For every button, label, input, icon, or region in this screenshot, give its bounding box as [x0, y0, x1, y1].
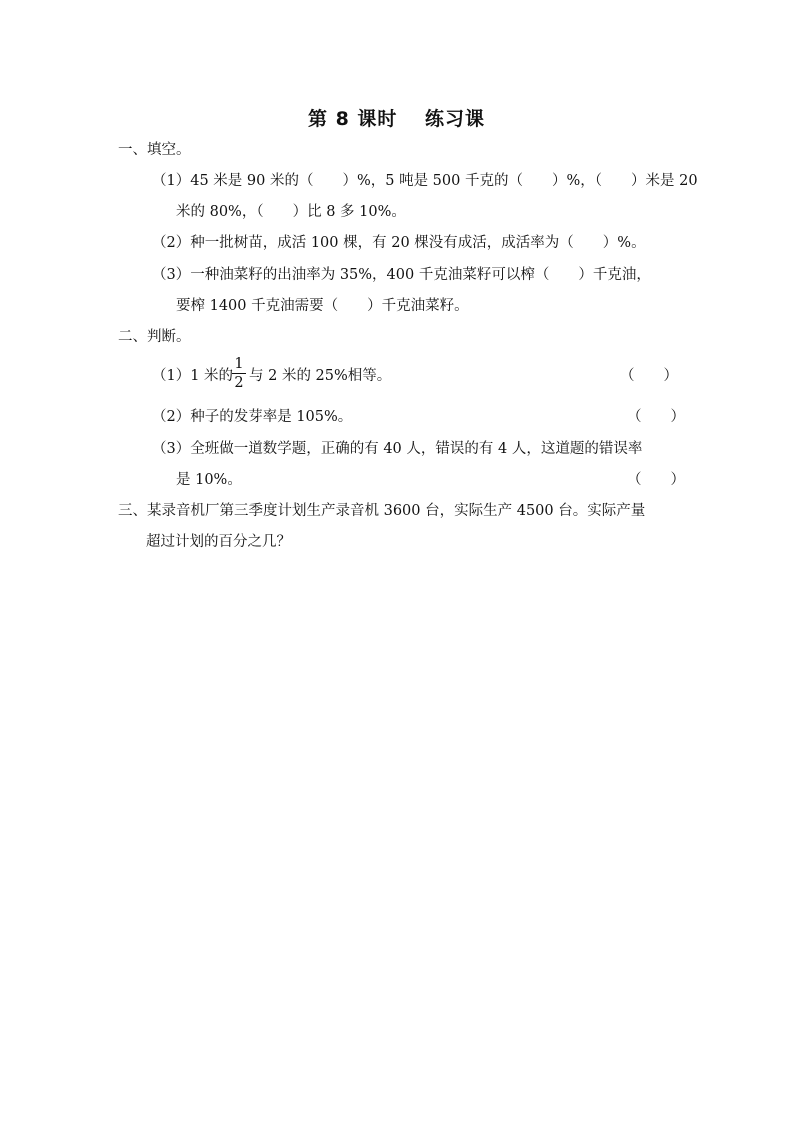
section-1-heading: 一、填空。 [118, 142, 191, 158]
fraction-one-half [232, 356, 246, 391]
section-1-question-1-line-2: 米的 80%，（ ）比 8 多 10%。 [176, 204, 406, 220]
section-2-question-3-line-1: （3）全班做一道数学题，正确的有 40 人，错误的有 4 人，这道题的错误率 [152, 441, 643, 457]
section-2-question-2: （2）种子的发芽率是 105%。 [152, 409, 353, 425]
fraction-numerator: 1 [234, 356, 244, 372]
section-1-question-3-line-1: （3）一种油菜籽的出油率为 35%，400 千克油菜籽可以榨（ ）千克油， [152, 267, 651, 283]
fraction-bar [232, 373, 246, 374]
fraction-denominator: 2 [234, 375, 244, 391]
section-2-question-3-line-2: 是 10%。 [176, 472, 242, 488]
section-3-line-2: 超过计划的百分之几？ [146, 534, 291, 550]
section-2-question-1-suffix: 与 2 米的 25%相等。 [249, 368, 392, 384]
section-1-question-2: （2）种一批树苗，成活 100 棵，有 20 棵没有成活，成活率为（ ）%。 [152, 235, 646, 251]
section-3-line-1: 三、某录音机厂第三季度计划生产录音机 3600 台，实际生产 4500 台。实际产量 [118, 503, 646, 519]
answer-paren-2-2: （ ） [627, 409, 685, 425]
page-title: 第 8 课时 练习课 [307, 108, 486, 130]
answer-paren-2-3: （ ） [627, 472, 685, 488]
section-1-question-1-line-1: （1）45 米是 90 米的（ ）%，5 吨是 500 千克的（ ）%，（ ）米是 20 [152, 173, 698, 189]
section-2-heading: 二、判断。 [118, 329, 191, 345]
answer-paren-2-1: （ ） [620, 368, 678, 384]
section-2-question-1-prefix: （1）1 米的 [152, 368, 234, 384]
section-1-question-3-line-2: 要榨 1400 千克油需要（ ）千克油菜籽。 [176, 298, 469, 314]
